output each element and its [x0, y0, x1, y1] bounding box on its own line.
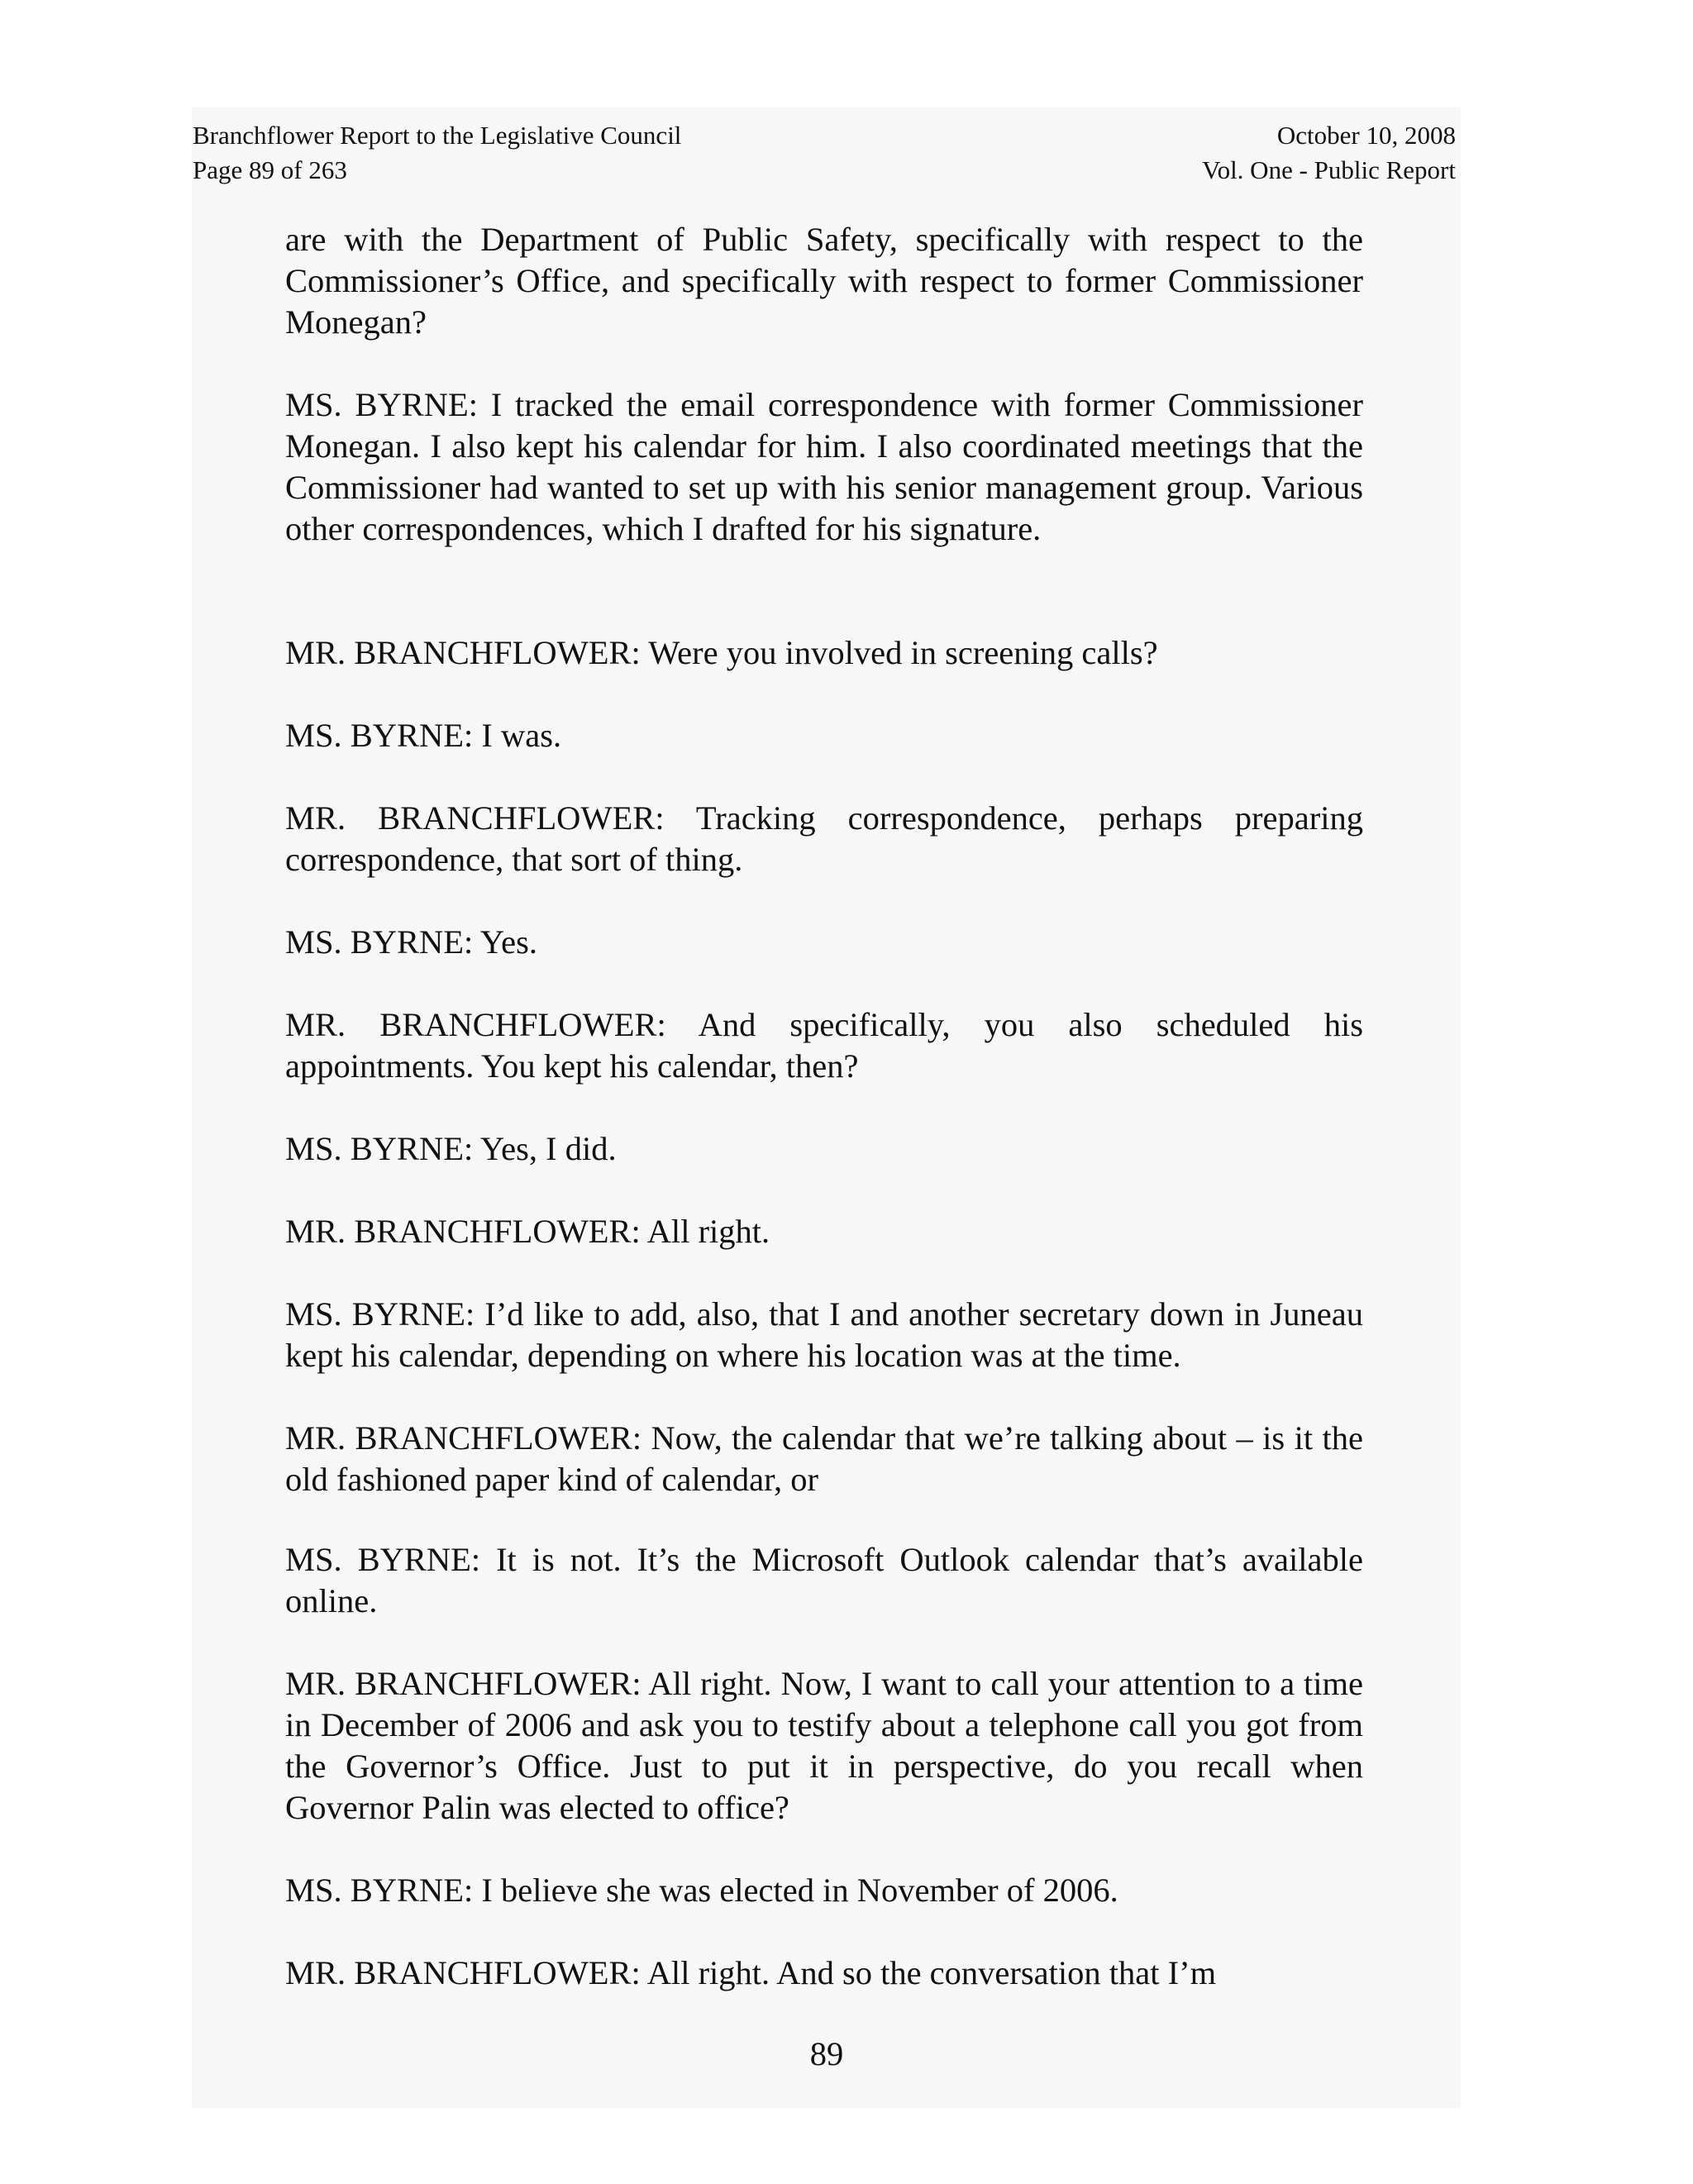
transcript-paragraph: MR. BRANCHFLOWER: All right. And so the conversation that I’m — [285, 1954, 1217, 1991]
transcript-paragraph: MR. BRANCHFLOWER: And specifically, you also scheduled his appointments. You kept his calendar, then? — [285, 1006, 1363, 1085]
transcript-paragraph: MS. BYRNE: I tracked the email correspondence with former Commissioner Monegan. I also kept his calendar for him. I also coordinated meetings that the Commissioner had wanted to set up with his senior management group. Various other correspondences, which I drafted for his signature. — [285, 386, 1363, 547]
transcript-paragraph: MS. BYRNE: I believe she was elected in November of 2006. — [285, 1872, 1118, 1909]
transcript-paragraph: MR. BRANCHFLOWER: Tracking correspondence, perhaps preparing correspondence, that sort of thing. — [285, 799, 1363, 878]
report-title: Branchflower Report to the Legislative Council — [193, 121, 682, 150]
transcript-paragraph: MS. BYRNE: I was. — [285, 717, 562, 754]
report-date: October 10, 2008 — [1276, 121, 1456, 150]
transcript-paragraph: MS. BYRNE: I’d like to add, also, that I and another secretary down in Juneau kept his calendar, depending on where his location was at the time. — [285, 1295, 1363, 1374]
transcript-paragraph: MR. BRANCHFLOWER: All right. — [285, 1213, 770, 1250]
report-volume: Vol. One - Public Report — [1202, 155, 1456, 184]
running-header-left — [193, 118, 681, 188]
running-header-right — [1202, 118, 1456, 188]
transcript-paragraph: MS. BYRNE: Yes, I did. — [285, 1130, 617, 1167]
transcript-paragraph: MS. BYRNE: It is not. It’s the Microsoft Outlook calendar that’s available online. — [285, 1541, 1363, 1619]
transcript-paragraph: MS. BYRNE: Yes. — [285, 923, 537, 961]
page-count: Page 89 of 263 — [193, 155, 347, 184]
transcript-paragraph: MR. BRANCHFLOWER: Now, the calendar that we’re talking about – is it the old fashioned paper kind of calendar, or — [285, 1419, 1363, 1498]
transcript-paragraph: MR. BRANCHFLOWER: Were you involved in screening calls? — [285, 634, 1158, 671]
transcript-paragraph: MR. BRANCHFLOWER: All right. Now, I want to call your attention to a time in December of 2006 and ask you to testify about a telephone call you got from the Governor’s Office. Just to put it in perspective, do you recall when Governor Palin was elected to office? — [285, 1665, 1363, 1826]
page-number: 89 — [809, 2035, 844, 2072]
transcript-paragraph: are with the Department of Public Safety, specifically with respect to the Commissioner’s Office, and specifically with respect to former Commissioner Monegan? — [285, 221, 1363, 341]
